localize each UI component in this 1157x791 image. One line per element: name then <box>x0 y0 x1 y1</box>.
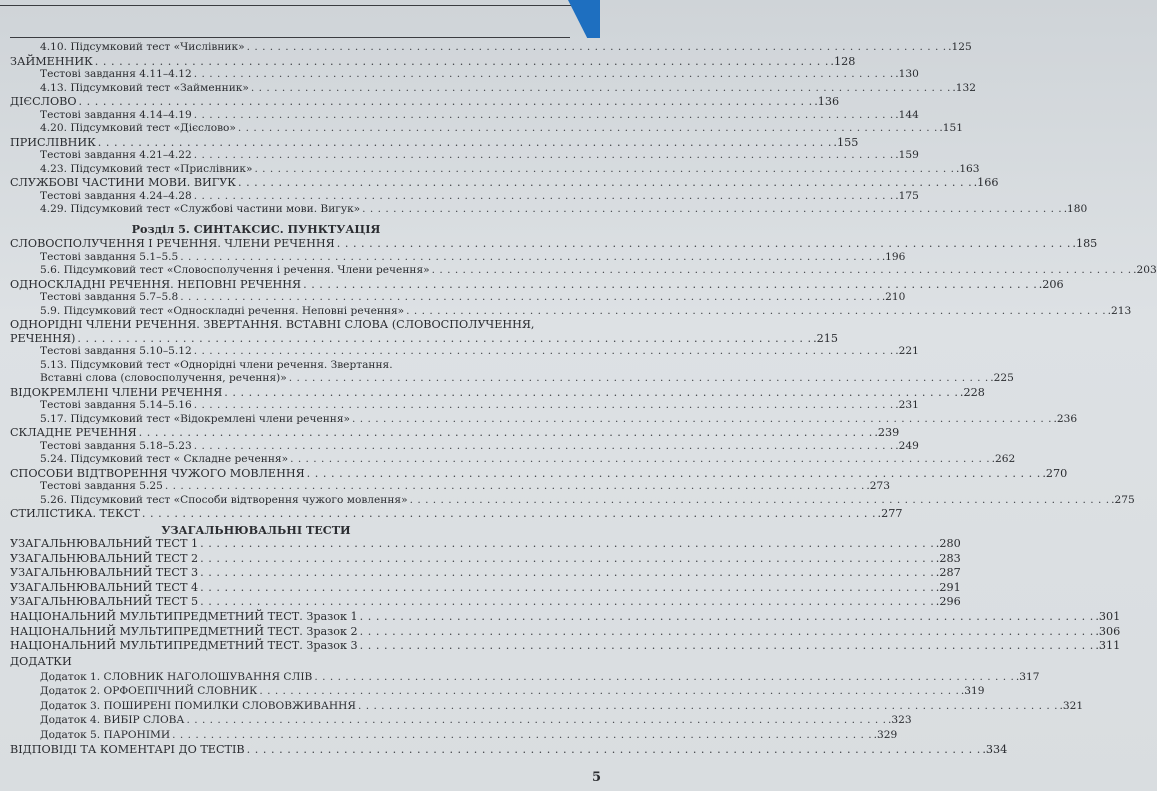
toc-entry-title: Вставні слова (словосполучення, речення)» <box>40 372 287 384</box>
toc-entry-page: .196 <box>881 250 906 263</box>
toc-entry-title: Тестові завдання 4.21–4.22 <box>40 149 192 161</box>
toc-entry-page: .213 <box>1107 304 1132 317</box>
dot-leader <box>238 176 972 190</box>
toc-entry-title: 4.13. Підсумковий тест «Займенник» <box>40 81 249 94</box>
dot-leader <box>200 566 934 581</box>
toc-entry-page: .275 <box>1111 493 1135 506</box>
toc-entry-title: Додаток 2. ОРФОЕПІЧНИЙ СЛОВНИК <box>40 685 258 698</box>
dot-leader <box>289 372 989 386</box>
toc-entry <box>10 595 961 610</box>
toc-entry <box>10 81 976 96</box>
toc-entry-page: .291 <box>935 580 961 594</box>
toc-entry-page: .317 <box>1015 670 1040 683</box>
dot-leader <box>194 190 894 204</box>
toc-entry-page: .231 <box>895 399 919 411</box>
toc-entry <box>10 162 980 177</box>
section-5-heading: Розділ 5. СИНТАКСИС. ПУНКТУАЦІЯ <box>131 222 381 236</box>
toc-entry-page: .151 <box>939 122 964 134</box>
dot-leader <box>180 291 880 305</box>
toc-entry <box>10 670 1040 685</box>
dot-leader <box>200 537 934 552</box>
dot-leader <box>290 453 990 467</box>
toc-entry-page: .225 <box>990 372 1014 384</box>
toc-entry-title: УЗАГАЛЬНЮВАЛЬНИЙ ТЕСТ 4 <box>10 580 199 594</box>
toc-entry-page: .221 <box>895 345 919 357</box>
dot-leader <box>410 494 1110 508</box>
toc-entry <box>10 304 1132 319</box>
toc-entry <box>10 453 1016 467</box>
dot-leader <box>194 109 894 123</box>
toc-entry-title: 5.9. Підсумковий тест «Односкладні речення. Неповні речення» <box>40 304 405 317</box>
dot-leader <box>247 743 981 758</box>
toc-entry-page: .228 <box>959 385 985 399</box>
toc-entry-title: СЛУЖБОВІ ЧАСТИНИ МОВИ. ВИГУК <box>10 176 236 189</box>
dot-leader <box>337 237 1071 251</box>
toc-entry <box>10 609 1121 625</box>
toc-entry <box>10 372 1014 386</box>
toc-entry <box>10 684 985 699</box>
toc-entry <box>10 639 1121 654</box>
toc-entry <box>10 149 919 163</box>
toc-entry-page: .203 <box>1133 264 1157 276</box>
toc-entry-title: НАЦІОНАЛЬНИЙ МУЛЬТИПРЕДМЕТНИЙ ТЕСТ. Зразок 1 <box>10 609 358 623</box>
toc-entry <box>10 331 839 346</box>
toc-entry-title: ВІДОКРЕМЛЕНІ ЧЛЕНИ РЕЧЕННЯ <box>10 385 223 399</box>
toc-entry-title: 5.17. Підсумковий тест «Відокремлені члени речення» <box>40 412 351 425</box>
toc-entry-title: УЗАГАЛЬНЮВАЛЬНИЙ ТЕСТ 5 <box>10 595 199 609</box>
toc-entry-title: ДІЄСЛОВО <box>10 95 77 108</box>
toc-entry <box>10 122 964 136</box>
toc-entry <box>10 742 1008 758</box>
toc-entry-page: .163 <box>955 162 980 175</box>
toc-entry <box>10 95 840 109</box>
dot-leader <box>432 264 1132 278</box>
toc-entry-title: ЗАЙМЕННИК <box>10 54 93 68</box>
toc-entry-title: Тестові завдання 4.14–4.19 <box>40 108 192 121</box>
toc-entry <box>10 728 898 743</box>
toc-entry-page: .128 <box>830 54 856 68</box>
toc-entry-page: .301 <box>1095 609 1121 623</box>
toc-entry-page: .130 <box>895 68 919 80</box>
dot-leader <box>142 507 876 521</box>
dot-leader <box>247 41 947 55</box>
blue-corner-decoration <box>568 0 600 38</box>
toc-entry-page: .319 <box>960 685 985 698</box>
header-rule-top <box>0 5 572 6</box>
toc-entry <box>10 439 919 454</box>
dot-leader <box>259 684 959 699</box>
toc-entry <box>10 537 961 552</box>
toc-entry-page: .334 <box>982 742 1008 756</box>
toc-entry-page: .273 <box>866 480 890 492</box>
toc-entry <box>10 345 919 359</box>
toc-entry <box>10 189 919 204</box>
toc-entry-title: НАЦІОНАЛЬНИЙ МУЛЬТИПРЕДМЕТНИЙ ТЕСТ. Зразок 2 <box>10 624 358 638</box>
toc-entry-title: СТИЛІСТИКА. ТЕКСТ <box>10 507 140 520</box>
toc-section-5 <box>10 237 1157 521</box>
dot-leader <box>79 95 813 109</box>
toc-entry-title: РЕЧЕННЯ) <box>10 331 76 345</box>
toc-entry <box>10 466 1068 481</box>
toc-entry <box>10 426 900 440</box>
toc-entry <box>10 624 1121 640</box>
toc-entry-page: .236 <box>1053 412 1078 425</box>
toc-entry <box>10 291 906 305</box>
dot-leader <box>200 552 934 567</box>
toc-entry-title: СПОСОБИ ВІДТВОРЕННЯ ЧУЖОГО МОВЛЕННЯ <box>10 466 305 480</box>
toc-entry-title: 5.24. Підсумковий тест « Складне речення» <box>40 453 289 465</box>
toc-entry <box>10 54 856 69</box>
toc-entry <box>10 399 919 413</box>
toc-entry-page: .206 <box>1038 277 1064 291</box>
toc-entry-title: Тестові завдання 5.18–5.23 <box>40 439 192 452</box>
toc-entry-title: УЗАГАЛЬНЮВАЛЬНИЙ ТЕСТ 1 <box>10 537 199 550</box>
header-rule-bottom <box>10 37 570 38</box>
dot-leader <box>139 426 873 440</box>
toc-entry-title: ПРИСЛІВНИК <box>10 135 96 149</box>
dot-leader <box>95 55 829 69</box>
toc-entry-title: СКЛАДНЕ РЕЧЕННЯ <box>10 426 137 439</box>
toc-section-4-tail <box>10 41 1088 217</box>
toc-entry <box>10 68 919 82</box>
toc-entry-title: Тестові завдання 5.25 <box>40 480 163 492</box>
toc-entry-page: .155 <box>833 135 859 149</box>
toc-entry <box>10 493 1135 508</box>
toc-entry <box>10 655 502 670</box>
dot-leader <box>194 440 894 454</box>
toc-entry <box>10 699 1084 714</box>
toc-entry-title: Тестові завдання 5.14–5.16 <box>40 399 192 411</box>
toc-entry-title: ОДНОРІДНІ ЧЛЕНИ РЕЧЕННЯ. ЗВЕРТАННЯ. ВСТАВНІ СЛОВА (СЛОВОСПОЛУЧЕННЯ, <box>10 318 535 331</box>
toc-entry-title: Тестові завдання 5.10–5.12 <box>40 345 192 357</box>
toc-entry <box>10 318 535 332</box>
toc-entry-title: Додаток 3. ПОШИРЕНІ ПОМИЛКИ СЛОВОВЖИВАННЯ <box>40 699 356 712</box>
toc-entry-title: 5.26. Підсумковий тест «Способи відтворення чужого мовлення» <box>40 493 408 506</box>
toc-entry-title: Тестові завдання 5.1–5.5 <box>40 250 179 263</box>
toc-entry-title: ДОДАТКИ <box>10 655 72 668</box>
toc-entry-page: .270 <box>1042 466 1068 480</box>
toc-entry <box>10 359 502 373</box>
toc-entry-title: Додаток 4. ВИБІР СЛОВА <box>40 714 185 727</box>
toc-entry-page: .239 <box>874 426 900 439</box>
dot-leader <box>172 728 872 743</box>
toc-entry <box>10 412 1078 427</box>
toc-entry-title: Тестові завдання 4.24–4.28 <box>40 189 192 202</box>
dot-leader <box>180 251 880 265</box>
toc-entry-title: Додаток 5. ПАРОНІМИ <box>40 728 171 741</box>
toc-entry <box>10 385 985 400</box>
toc-entry-title: ВІДПОВІДІ ТА КОМЕНТАРІ ДО ТЕСТІВ <box>10 742 245 756</box>
toc-entry <box>10 203 1088 217</box>
toc-entry-title: 4.23. Підсумковий тест «Прислівник» <box>40 162 253 175</box>
toc-entry-page: .180 <box>1063 203 1088 215</box>
dot-leader <box>200 595 934 610</box>
dot-leader <box>358 699 1058 714</box>
toc-entry-page: .249 <box>895 439 919 452</box>
toc-entry-title: 4.20. Підсумковий тест «Дієслово» <box>40 122 236 134</box>
dot-leader <box>360 625 1094 640</box>
toc-entry-page: .175 <box>895 189 919 202</box>
toc-entry-page: .311 <box>1095 639 1121 653</box>
toc-entry <box>10 176 999 190</box>
toc-entry-page: .136 <box>814 95 840 108</box>
toc-entry <box>10 713 912 728</box>
dot-leader <box>98 136 832 150</box>
toc-entry-title: 4.29. Підсумковий тест «Службові частини мови. Вигук» <box>40 203 361 215</box>
dot-leader <box>254 163 954 177</box>
toc-entry-page: .159 <box>895 149 919 161</box>
dot-leader <box>360 639 1094 654</box>
toc-appendix <box>10 655 1084 757</box>
final-tests-heading: УЗАГАЛЬНЮВАЛЬНІ ТЕСТИ <box>161 523 351 537</box>
dot-leader <box>307 467 1041 481</box>
toc-entry <box>10 507 903 521</box>
toc-entry <box>10 566 961 581</box>
toc-entry <box>10 41 972 55</box>
toc-entry-page: .215 <box>813 331 839 345</box>
toc-entry-page: .132 <box>952 81 976 94</box>
page-header-band <box>0 0 600 38</box>
dot-leader <box>165 480 865 494</box>
dot-leader <box>360 610 1094 625</box>
toc-entry <box>10 551 961 567</box>
dot-leader <box>406 305 1106 319</box>
toc-entry <box>10 580 961 596</box>
toc-entry-title: 5.6. Підсумковий тест «Словосполучення і речення. Члени речення» <box>40 264 430 276</box>
page-number: 5 <box>592 770 602 785</box>
toc-entry-page: .323 <box>887 714 912 727</box>
toc-entry-title: СЛОВОСПОЛУЧЕННЯ І РЕЧЕННЯ. ЧЛЕНИ РЕЧЕННЯ <box>10 237 335 250</box>
toc-entry-title: 4.10. Підсумковий тест «Числівник» <box>40 41 245 53</box>
dot-leader <box>224 386 958 400</box>
toc-entry <box>10 277 1064 292</box>
toc-entry <box>10 135 859 150</box>
toc-entry <box>10 264 1157 278</box>
toc-entry-page: .277 <box>877 507 903 520</box>
dot-leader <box>314 670 1014 685</box>
dot-leader <box>200 581 934 596</box>
toc-entry-page: .166 <box>973 176 999 189</box>
toc-entry-page: .280 <box>935 537 961 550</box>
toc-entry-title: Тестові завдання 4.11–4.12 <box>40 68 192 80</box>
toc-entry-page: .125 <box>948 41 972 53</box>
toc-entry-title: Додаток 1. СЛОВНИК НАГОЛОШУВАННЯ СЛІВ <box>40 670 313 683</box>
toc-entry-page: .329 <box>873 728 898 741</box>
dot-leader <box>194 345 894 359</box>
dot-leader <box>251 82 951 96</box>
dot-leader <box>77 332 811 346</box>
toc-entry <box>10 237 1098 251</box>
toc-entry-page: .144 <box>895 108 919 121</box>
toc-entry-title: УЗАГАЛЬНЮВАЛЬНИЙ ТЕСТ 2 <box>10 551 199 565</box>
toc-entry-page: .287 <box>935 566 961 580</box>
toc-entry-page: .210 <box>881 291 906 303</box>
dot-leader <box>352 413 1052 427</box>
toc-entry-title: 5.13. Підсумковий тест «Однорідні члени речення. Звертання. <box>40 358 393 371</box>
dot-leader <box>362 203 1062 217</box>
toc-entry-page: .306 <box>1095 624 1121 638</box>
dot-leader <box>194 399 894 413</box>
toc-entry-title: УЗАГАЛЬНЮВАЛЬНИЙ ТЕСТ 3 <box>10 566 199 580</box>
dot-leader <box>303 278 1037 292</box>
toc-entry-page: .321 <box>1059 699 1084 712</box>
dot-leader <box>238 122 938 136</box>
toc-entry-page: .185 <box>1072 237 1098 250</box>
dot-leader <box>186 713 886 728</box>
toc-entry-title: НАЦІОНАЛЬНИЙ МУЛЬТИПРЕДМЕТНИЙ ТЕСТ. Зразок 3 <box>10 639 358 653</box>
dot-leader <box>194 68 894 82</box>
dot-leader <box>194 149 894 163</box>
toc-entry <box>10 108 919 123</box>
toc-final-tests <box>10 537 1121 654</box>
toc-entry-title: ОДНОСКЛАДНІ РЕЧЕННЯ. НЕПОВНІ РЕЧЕННЯ <box>10 277 302 291</box>
toc-entry <box>10 480 890 494</box>
toc-entry-page: .283 <box>935 551 961 565</box>
toc-entry <box>10 250 906 265</box>
toc-entry-title: Тестові завдання 5.7–5.8 <box>40 291 179 303</box>
toc-entry-page: .296 <box>935 595 961 609</box>
toc-entry-page: .262 <box>991 453 1016 465</box>
